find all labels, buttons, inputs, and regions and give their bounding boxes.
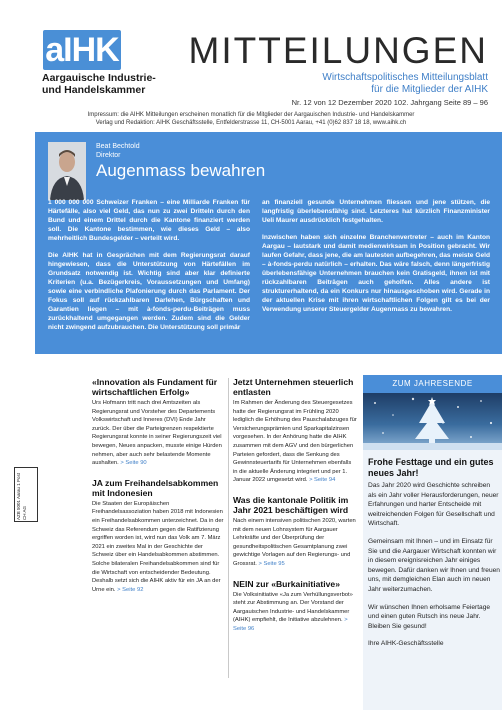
article-body <box>233 517 357 569</box>
aihk-logo: aIHK <box>43 30 121 70</box>
article-body <box>92 399 224 468</box>
article-text: Im Rahmen der Änderung des Steuergesetzes hatte der Regierungsrat im Frühling 2020 lediglich die Erhöhung des Pauschalabzuges für Versicherungsprämien und Sparkapitalzinsen vorgesehen. In der Anhörung hatte die AIHK zusammen mit dem AGV und den bürgerlichen Parteien gefordert, dass die Senkung des Gewinnsteuertarifs für Unternehmen ebenfalls in die aktuelle Änderung integriert und per 1. Januar 2022 umgesetzt wird. <box>233 400 357 484</box>
year-end-text <box>368 481 500 657</box>
impressum-line-1: Impressum: die AIHK Mitteilungen erscheinen monatlich für die Mitglieder der Aargauischen Industrie- und Handelskammer <box>87 112 415 118</box>
article-body <box>233 399 357 485</box>
author-block <box>96 142 140 160</box>
article-body <box>92 500 224 595</box>
column-divider <box>228 378 229 678</box>
article-text: Urs Hofmann tritt nach drei Amtszeiten als Regierungsrat und Vorsteher des Departements Volkswirtschaft und Inneres (DVI) Ende Jahr zurück. Der über die Parteigrenzen respektierte Regierungsrat konnte in seiner Regierungszeit viel bewegen, Neues anpacken, musste einige Hürden nehmen, aber auch sehr belastende Momente aushalten. <box>92 400 222 467</box>
article-column-2 <box>233 377 357 633</box>
postal-badge <box>14 467 38 522</box>
tagline-line-2: für die Mitglieder der AIHK <box>371 84 488 95</box>
editorial-headline: Augenmass bewahren <box>96 161 266 180</box>
author-portrait <box>48 142 86 200</box>
article-body <box>233 591 357 634</box>
postal-badge-text: AZB 5001 Aarau 1 Post CH AG <box>16 472 27 520</box>
impressum <box>6 111 496 127</box>
article-text: Die Volksinitiative «Ja zum Verhüllungsverbot» steht zur Abstimmung an. Der Vorstand der Aargauischen Industrie- und Handelskammer (AIHK) empfiehlt, die Initiative abzulehnen. <box>233 591 353 624</box>
masthead-tagline <box>200 72 488 96</box>
article-title: Jetzt Unternehmen steuerlich entlasten <box>233 377 354 397</box>
article-teaser <box>233 495 357 569</box>
year-end-paragraph: Das Jahr 2020 wird Geschichte schreiben als ein Jahr voller Herausforderungen, neuer Erfahrungen und harter Entscheide mit weitreichenden Folgen für Gesellschaft und Wirtschaft. <box>368 482 499 528</box>
article-title: «Innovation als Fundament für wirtschaftlichen Erfolg» <box>92 377 218 397</box>
year-end-signature: Ihre AIHK-Geschäftsstelle <box>368 640 444 648</box>
year-end-paragraph: Wir wünschen Ihnen erholsame Feiertage und einen guten Rutsch ins neue Jahr. Bleiben Sie gesund! <box>368 603 491 630</box>
editorial-left-column <box>48 198 250 340</box>
article-title: NEIN zur «Burkainitiative» <box>233 578 340 589</box>
article-text: Die Staaten der Europäischen Freihandelsassoziation haben 2018 mit Indonesien ein Freihandelsabkommen unterzeichnet. Da in der Schweiz das Referendum gegen die Ratifizierung ergriffen worden ist, wird nun das Volk am 7. März 2021 ein zweites Mal in der Geschichte der Schweiz über ein Handelsabkommen abstimmen. Solche bilateralen Freihandelsabkommen sind für die Wirtschaft von entscheidender Bedeutung. Deshalb setzt sich die AIHK aktiv für ein JA an der Urne ein. <box>92 500 224 593</box>
year-end-header: ZUM JAHRESENDE <box>363 375 502 393</box>
year-end-title: Frohe Festtage und ein gutes neues Jahr! <box>368 457 494 478</box>
logo-subtitle <box>42 72 172 96</box>
article-column-1 <box>92 377 224 594</box>
christmas-tree-icon <box>363 393 502 450</box>
article-title: JA zum Freihandelsabkommen mit Indonesien <box>92 477 219 498</box>
impressum-line-2: Verlag und Redaktion: AIHK Geschäftsstelle, Entfelderstrasse 11, CH-5001 Aarau, +41 (0)62 837 18 18, www.aihk.ch <box>95 120 407 126</box>
article-text: Nach einem intensiven politischen 2020, warten mit dem neuen Lohnsystem für Aargauer Lehrkräfte und der Überprüfung der gesundheitspolitischen Gesamtplanung zwei gewichtige Vorlagen auf den Regierungs- und Grossrat. <box>233 517 356 567</box>
article-teaser <box>92 478 224 595</box>
year-end-paragraph: Gemeinsam mit Ihnen – und im Einsatz für Sie und die Aargauer Wirtschaft konnten wir in diesem ereignisreichen Jahr einiges bewegen. Dafür danken wir Ihnen und freuen uns, mit demgleichen Elan auch im neuen Jahr weiterzumachen. <box>368 537 500 593</box>
article-teaser <box>92 377 224 468</box>
masthead-title: MITTEILUNGEN <box>188 30 488 71</box>
page-link[interactable]: > Seite 95 <box>258 560 285 567</box>
page-link[interactable]: > Seite 96 <box>233 617 348 632</box>
logo-subtitle-line-1: Aargauische Industrie- <box>42 72 156 84</box>
editorial-right-column <box>262 198 490 322</box>
editorial-paragraph: 1 000 000 000 Schweizer Franken – eine Milliarde Franken für Härtefälle, also viel Geld, das nun zu zwei Dritteln durch den Bund und einem Drittel durch die Kantone finanziert werden soll. Die Kantone bestimmen, wie dieses Geld – also mehrheitlich Bundesgelder – verteilt wird. <box>48 199 250 242</box>
tagline-line-1: Wirtschaftspolitisches Mitteilungsblatt <box>322 72 488 83</box>
author-role: Direktor <box>96 152 121 159</box>
author-name: Beat Bechtold <box>96 143 140 150</box>
article-teaser <box>233 377 357 485</box>
christmas-image <box>363 393 502 450</box>
page-link[interactable]: > Seite 90 <box>120 460 147 467</box>
editorial-paragraph: Inzwischen haben sich einzelne Branchenvertreter – auch im Kanton Aargau – lautstark und damit medienwirksam in Position gebracht. Wir laufen Gefahr, dass jene, die am lautesten aufbegehren, das meiste Geld – à-fonds-perdu natürlich – erhalten. Das wäre falsch, denn längerfristig überlebensfähige Unternehmen brauchen kein Gratisgeld, ihnen ist mit rückzahlbaren Beiträgen auch geholfen. Alles andere ist strukturerhaltend, da ein Konkurs nur hinausgeschoben wird. Gerade in der aktuellen Krise mit ihren wirtschaftlichen Folgen gilt es bei der Verwendung unserer Steuergelder Augenmass zu bewahren. <box>262 234 490 313</box>
article-teaser <box>233 579 357 634</box>
logo-subtitle-line-2: und Handelskammer <box>42 84 146 96</box>
page-link[interactable]: > Seite 94 <box>309 477 336 484</box>
page-link[interactable]: > Seite 92 <box>117 586 144 593</box>
portrait-photo-icon <box>48 142 86 200</box>
editorial-paragraph: Die AIHK hat in Gesprächen mit dem Regierungsrat darauf hingewiesen, dass die Unterstützung von Härtefällen im Grundsatz notwendig ist. Wichtig sind aber klar definierte Kriterien (u.a. Bezügerkreis, Voraussetzungen und Umfang) sowie eine verbindliche Plafonierung durch das Parlament. Der Fokus soll auf rückzahlbaren Darlehen, Bürgschaften und Garantien liegen – mit à-fonds-perdu-Beiträgen muss zurückhaltend umgegangen werden. Zudem sind die Gelder nicht zwingend aufzubrauchen. Die Unterstützung soll primär <box>48 252 250 331</box>
issue-info: Nr. 12 von 12 Dezember 2020 102. Jahrgang Seite 89 – 96 <box>291 98 488 107</box>
editorial-paragraph: an finanziell gesunde Unternehmen fliessen und jene stützen, die langfristig überlebensfähig sind. Letzteres hat kürzlich Finanzminister Ueli Maurer ausdrücklich festgehalten. <box>262 199 490 224</box>
article-title: Was die kantonale Politik im Jahr 2021 beschäftigen wird <box>233 494 349 515</box>
